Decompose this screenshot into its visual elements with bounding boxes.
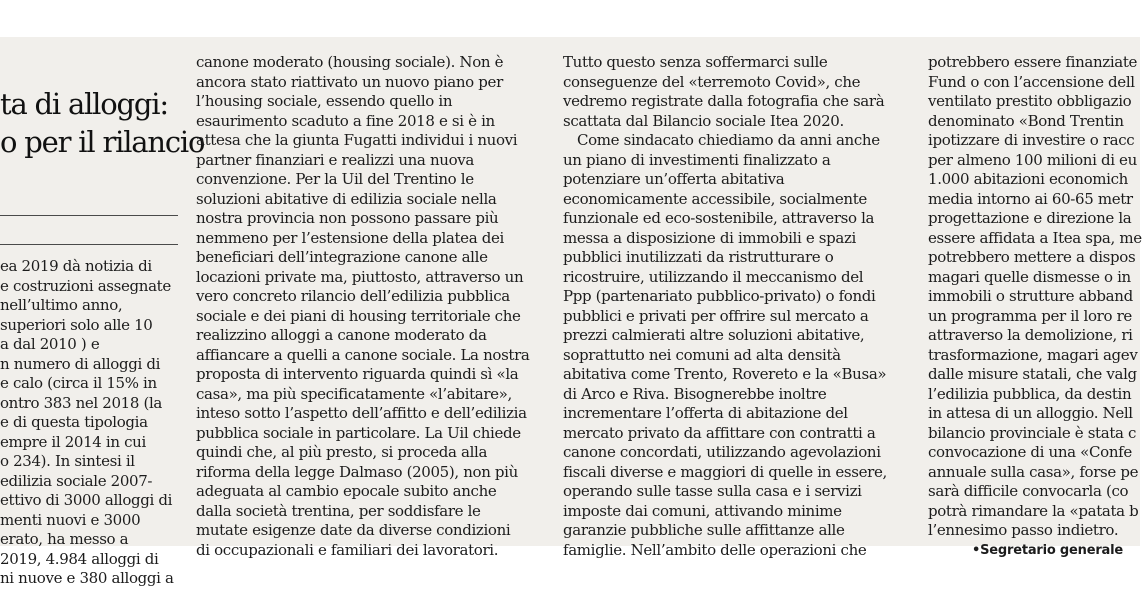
article-column-4 bbox=[928, 53, 1140, 560]
text-line: abitativa come Trento, Rovereto e la «Busa» bbox=[563, 365, 887, 383]
text-line: superiori solo alle 10 bbox=[0, 315, 153, 334]
text-line: vero concreto rilancio dell’edilizia pubblica bbox=[196, 287, 510, 305]
text-line: soluzioni abitative di edilizia sociale nella bbox=[196, 189, 497, 208]
text-line: garanzie pubbliche sulle affittanze alle bbox=[563, 521, 845, 539]
text-line: ancora stato riattivato un nuovo piano per bbox=[196, 72, 503, 91]
article-column-3 bbox=[563, 53, 909, 560]
text-line: e di questa tipologia bbox=[0, 413, 148, 431]
newspaper-clipping bbox=[0, 37, 1142, 587]
text-line: di Arco e Riva. Bisognerebbe inoltre bbox=[563, 384, 827, 403]
text-line: magari quelle dismesse o in bbox=[928, 267, 1131, 286]
text-line: Fund o con l’accensione dell bbox=[928, 72, 1135, 91]
text-line: sarà difficile convocarla (co bbox=[928, 482, 1129, 500]
text-line: nostra provincia non possono passare più bbox=[196, 209, 499, 227]
text-line: l’housing sociale, essendo quello in bbox=[196, 92, 453, 110]
text-line: mercato privato da affittare con contratti a bbox=[563, 423, 876, 442]
text-line: proposta di intervento riguarda quindi sì «la bbox=[196, 365, 519, 383]
text-line: economicamente accessibile, socialmente bbox=[563, 189, 867, 208]
text-line: vedremo registrate dalla fotografia che sarà bbox=[563, 92, 885, 110]
text-line: Tutto questo senza soffermarci sulle bbox=[563, 53, 828, 71]
text-line: adeguata al cambio epocale subito anche bbox=[196, 482, 497, 500]
author-signature: •Segretario generale bbox=[972, 542, 1123, 558]
text-line: fiscali diverse e maggiori di quelle in essere, bbox=[563, 462, 887, 481]
text-line: a dal 2010 ) e bbox=[0, 335, 100, 353]
text-line: incrementare l’offerta di abitazione del bbox=[563, 404, 848, 422]
text-line: scattata dal Bilancio sociale Itea 2020. bbox=[563, 111, 844, 130]
text-line: erato, ha messo a bbox=[0, 530, 129, 548]
text-line: nemmeno per l’estensione della platea dei bbox=[196, 228, 504, 247]
text-line: nell’ultimo anno, bbox=[0, 296, 123, 314]
text-line: soprattutto nei comuni ad alta densità bbox=[563, 345, 841, 364]
article-column-1 bbox=[0, 257, 182, 589]
text-line: empre il 2014 in cui bbox=[0, 432, 146, 451]
text-line: pubblici inutilizzati da ristrutturare o bbox=[563, 248, 834, 266]
text-line: canone concordati, utilizzando agevolazioni bbox=[563, 443, 881, 461]
text-line: annuale sulla casa», forse pe bbox=[928, 462, 1139, 481]
text-line: sociale e dei piani di housing territoriale che bbox=[196, 306, 521, 325]
text-line: conseguenze del «terremoto Covid», che bbox=[563, 72, 861, 91]
text-line: attesa che la giunta Fugatti individui i nuovi bbox=[196, 131, 518, 149]
text-line: convocazione di una «Confe bbox=[928, 443, 1132, 461]
text-line: ipotizzare di investire o racc bbox=[928, 131, 1135, 149]
text-line: quindi che, al più presto, si proceda alla bbox=[196, 443, 488, 461]
text-line: convenzione. Per la Uil del Trentino le bbox=[196, 170, 474, 188]
article-column-2 bbox=[196, 53, 544, 560]
text-line: o 234). In sintesi il bbox=[0, 452, 135, 470]
text-line: locazioni private ma, piuttosto, attraverso un bbox=[196, 267, 524, 286]
text-line: Come sindacato chiediamo da anni anche bbox=[577, 131, 880, 149]
text-line: menti nuovi e 3000 bbox=[0, 510, 141, 529]
text-line: famiglie. Nell’ambito delle operazioni che bbox=[563, 540, 867, 559]
text-line: progettazione e direzione la bbox=[928, 209, 1132, 227]
text-line: edilizia sociale 2007- bbox=[0, 471, 153, 490]
text-line: pubblici e privati per offrire sul mercato a bbox=[563, 306, 869, 325]
text-line: trasformazione, magari agev bbox=[928, 345, 1138, 364]
text-line: bilancio provinciale è stata c bbox=[928, 423, 1137, 442]
headline bbox=[0, 85, 205, 161]
text-line: esaurimento scaduto a fine 2018 e si è in bbox=[196, 111, 495, 130]
text-line: canone moderato (housing sociale). Non è bbox=[196, 53, 504, 71]
text-line: Ppp (partenariato pubblico-privato) o fondi bbox=[563, 287, 876, 305]
text-line: e costruzioni assegnate bbox=[0, 276, 171, 295]
text-line: partner finanziari e realizzi una nuova bbox=[196, 150, 474, 169]
text-line: e calo (circa il 15% in bbox=[0, 374, 157, 392]
text-line: funzionale ed eco-sostenibile, attraverso la bbox=[563, 209, 875, 227]
text-line: realizzino alloggi a canone moderato da bbox=[196, 326, 487, 344]
headline-divider bbox=[0, 244, 178, 245]
text-line: attraverso la demolizione, ri bbox=[928, 326, 1133, 344]
text-line: ontro 383 nel 2018 (la bbox=[0, 393, 163, 412]
text-line: potrebbero essere finanziate bbox=[928, 53, 1138, 71]
text-line: un programma per il loro re bbox=[928, 306, 1132, 325]
text-line: ni nuove e 380 alloggi a bbox=[0, 569, 174, 587]
text-line: mutate esigenze date da diverse condizioni bbox=[196, 521, 511, 539]
text-line: imposte dai comuni, attivando minime bbox=[563, 501, 842, 520]
text-line: affiancare a quelli a canone sociale. La nostra bbox=[196, 345, 530, 364]
text-line: un piano di investimenti finalizzato a bbox=[563, 150, 831, 169]
text-line: dalla società trentina, per soddisfare le bbox=[196, 501, 481, 520]
text-line: media intorno ai 60-65 metr bbox=[928, 189, 1133, 208]
text-line: 2019, 4.984 alloggi di bbox=[0, 549, 159, 568]
text-line: essere affidata a Itea spa, me bbox=[928, 228, 1142, 247]
text-line: potrebbero mettere a dispos bbox=[928, 248, 1136, 266]
text-line: 1.000 abitazioni economich bbox=[928, 170, 1128, 188]
text-line: potenziare un’offerta abitativa bbox=[563, 170, 785, 188]
text-line: riforma della legge Dalmaso (2005), non più bbox=[196, 462, 518, 481]
text-line: casa», ma più specificatamente «l’abitare», bbox=[196, 384, 512, 403]
text-line: dalle misure statali, che valg bbox=[928, 365, 1137, 383]
text-line: beneficiari dell’integrazione canone alle bbox=[196, 248, 488, 266]
text-line: potrà rimandare la «patata b bbox=[928, 501, 1139, 520]
headline-divider bbox=[0, 215, 178, 216]
text-line: n numero di alloggi di bbox=[0, 354, 161, 373]
text-line: immobili o strutture abband bbox=[928, 287, 1133, 305]
text-line: ettivo di 3000 alloggi di bbox=[0, 491, 173, 509]
text-line: ricostruire, utilizzando il meccanismo del bbox=[563, 267, 864, 286]
text-line: operando sulle tasse sulla casa e i servizi bbox=[563, 482, 862, 500]
text-line: ea 2019 dà notizia di bbox=[0, 257, 152, 275]
headline-line: o per il rilancio bbox=[0, 125, 205, 159]
text-line: denominato «Bond Trentin bbox=[928, 111, 1124, 130]
text-line: l’ennesimo passo indietro. bbox=[928, 521, 1119, 539]
text-line: prezzi calmierati altre soluzioni abitative, bbox=[563, 326, 865, 344]
text-line: messa a disposizione di immobili e spazi bbox=[563, 228, 856, 247]
text-line: di occupazionali e familiari dei lavoratori. bbox=[196, 540, 499, 559]
text-line: in attesa di un alloggio. Nell bbox=[928, 404, 1133, 422]
text-line: pubblica sociale in particolare. La Uil chiede bbox=[196, 423, 521, 442]
text-line: per almeno 100 milioni di eu bbox=[928, 150, 1137, 169]
text-line: ventilato prestito obbligazio bbox=[928, 92, 1132, 110]
text-line: l’edilizia pubblica, da destin bbox=[928, 384, 1132, 403]
text-line: inteso sotto l’aspetto dell’affitto e dell’edilizia bbox=[196, 404, 527, 422]
headline-line: ta di alloggi: bbox=[0, 87, 168, 121]
